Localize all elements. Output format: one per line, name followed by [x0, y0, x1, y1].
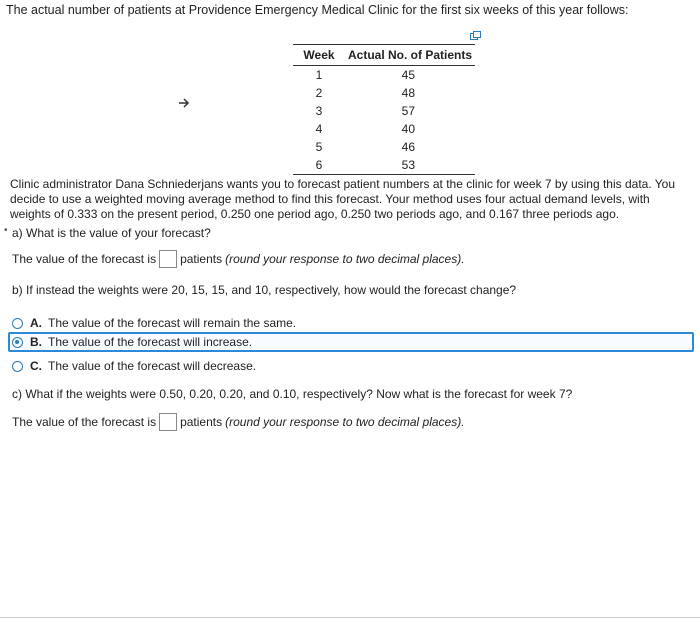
week-cell: 1 — [315, 68, 323, 82]
option-b-text: The value of the forecast will increase. — [48, 335, 253, 349]
part-c-question: c) What if the weights were 0.50, 0.20, 0.20, and 0.10, respectively? Now what is the forecast for week 7? — [12, 387, 573, 401]
table-row — [293, 102, 475, 120]
radio-b-selected[interactable] — [12, 337, 23, 348]
option-a[interactable] — [12, 313, 296, 333]
table-row — [293, 120, 475, 138]
patients-table-container — [293, 44, 475, 175]
part-a-question-wrap — [4, 225, 211, 240]
table-row — [293, 156, 475, 175]
bullet-icon: • — [4, 225, 8, 236]
part-c-answer-line — [12, 413, 465, 431]
header-patients: Actual No. of Patients — [345, 45, 475, 66]
week-cell: 6 — [293, 156, 345, 175]
table-row — [293, 84, 475, 102]
week-cell: 3 — [315, 104, 323, 118]
header-week: Week — [293, 45, 345, 66]
patients-cell: 57 — [401, 104, 415, 118]
patients-cell: 45 — [401, 68, 415, 82]
part-a-prefix: The value of the forecast is — [12, 252, 157, 266]
option-c-letter: C. — [30, 359, 42, 373]
patients-cell: 48 — [401, 86, 415, 100]
option-c[interactable] — [12, 356, 256, 376]
radio-c[interactable] — [12, 361, 23, 372]
part-b-question: b) If instead the weights were 20, 15, 15, and 10, respectively, how would the forecast change? — [12, 283, 517, 297]
patients-cell: 46 — [401, 140, 415, 154]
option-b-letter: B. — [30, 335, 42, 349]
mouse-cursor-icon — [178, 97, 192, 109]
table-row — [293, 138, 475, 156]
week-cell: 4 — [315, 122, 323, 136]
patients-table — [293, 44, 475, 175]
patients-cell: 53 — [345, 156, 475, 175]
option-b[interactable] — [12, 332, 252, 352]
part-a-question: a) What is the value of your forecast? — [12, 226, 211, 240]
copy-icon[interactable] — [470, 31, 482, 41]
part-a-suffix: patients — [180, 252, 223, 266]
part-a-answer-input[interactable] — [159, 250, 177, 268]
bottom-divider — [0, 617, 700, 618]
part-c-answer-input[interactable] — [159, 413, 177, 431]
option-a-letter: A. — [30, 316, 42, 330]
patients-cell: 40 — [401, 122, 415, 136]
problem-paragraph: Clinic administrator Dana Schniederjans wants you to forecast patient numbers at the clinic for week 7 by using this data. You decide to use a weighted moving average method to find this forecast. Your method uses four actual demand levels, with weights of 0.333 on the present period, 0.250 one period ago, 0.250 two periods ago, and 0.167 three periods ago. — [10, 177, 676, 221]
part-c-hint: (round your response to two decimal places). — [225, 415, 465, 429]
intro-text: The actual number of patients at Providence Emergency Medical Clinic for the first six weeks of this year follows: — [6, 3, 629, 17]
table-row — [293, 66, 475, 85]
radio-a[interactable] — [12, 318, 23, 329]
part-a-hint: (round your response to two decimal places). — [225, 252, 465, 266]
week-cell: 2 — [315, 86, 323, 100]
part-c-suffix: patients — [180, 415, 223, 429]
part-c-prefix: The value of the forecast is — [12, 415, 157, 429]
week-cell: 5 — [315, 140, 323, 154]
option-a-text: The value of the forecast will remain the same. — [48, 316, 297, 330]
option-c-text: The value of the forecast will decrease. — [48, 359, 257, 373]
part-a-answer-line — [12, 250, 465, 268]
